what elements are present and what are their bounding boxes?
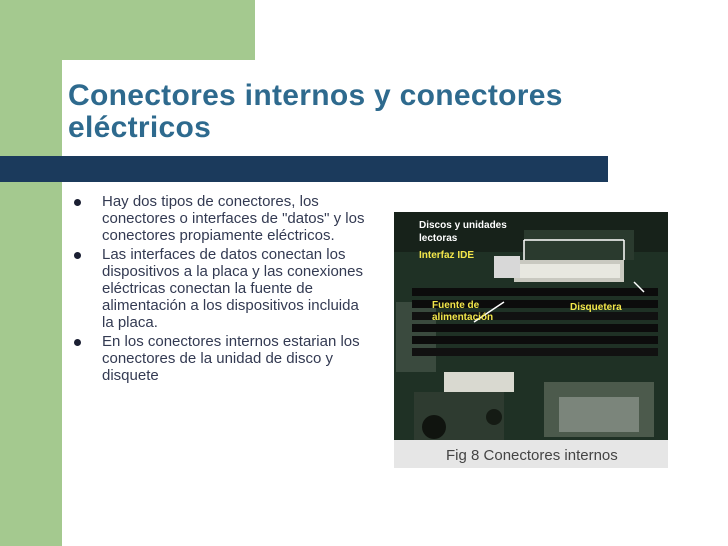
bullet-text: Hay dos tipos de conectores, los conectores o interfaces de "datos" y los conectores propiamente eléctricos.	[102, 193, 365, 244]
bullet-text: Las interfaces de datos conectan los dispositivos a la placa y las conexiones eléctricas conectan la fuente de alimentación a los dispositivos incluida la placa.	[102, 246, 363, 331]
label-lectoras: lectoras	[419, 233, 458, 244]
bullet-item	[72, 193, 372, 244]
bullet-dot-icon	[74, 339, 81, 346]
divider-bar	[0, 156, 608, 182]
bullet-text: En los conectores internos estarian los conectores de la unidad de disco y disquete	[102, 333, 360, 384]
green-decor-top	[62, 0, 255, 60]
label-disquetera: Disquetera	[570, 302, 622, 313]
label-discos: Discos y unidades	[419, 220, 507, 231]
bullet-dot-icon	[74, 252, 81, 259]
label-fuente: Fuente de	[432, 300, 480, 311]
slide-title: Conectores internos y conectores eléctricos	[68, 79, 563, 144]
bullet-list	[72, 193, 372, 386]
figure-caption: Fig 8 Conectores internos	[446, 447, 618, 464]
green-decor-left	[0, 0, 62, 546]
label-alimentacion: alimentación	[432, 312, 494, 323]
bullet-item	[72, 246, 372, 331]
motherboard-photo	[394, 212, 668, 468]
bullet-item	[72, 333, 372, 384]
bullet-dot-icon	[74, 199, 81, 206]
label-interfaz-ide: Interfaz IDE	[419, 250, 475, 261]
